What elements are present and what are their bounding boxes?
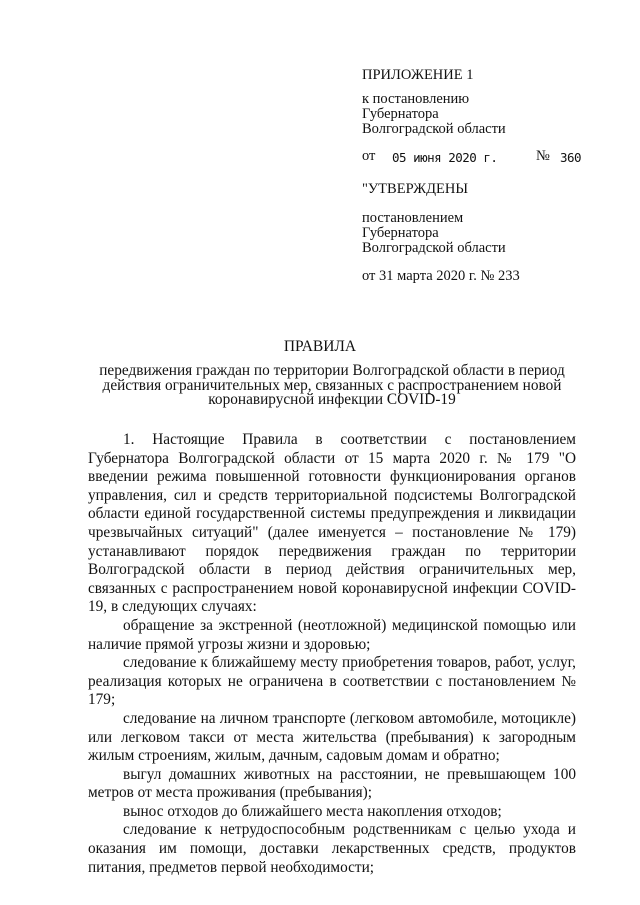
appendix-date-row xyxy=(362,149,612,165)
document-subtitle xyxy=(80,364,584,408)
document-heading: ПРАВИЛА xyxy=(283,338,357,355)
subtitle-line: коронавирусной инфекции COVID-19 xyxy=(208,391,456,408)
list-item: следование к нетрудоспособным родственникам с целью ухода и оказания им помощи, доставки лекарственных средств, продуктов питания, предметов первой необходимости; xyxy=(88,821,576,876)
approved-date-line: от 31 марта 2020 г. № 233 xyxy=(362,268,520,284)
document-body xyxy=(88,431,576,877)
subtitle-line: действия ограничительных мер, связанных с распространением новой xyxy=(102,376,562,394)
list-item: вынос отходов до ближайшего места накопления отходов; xyxy=(123,802,502,820)
number-prefix: № xyxy=(536,148,550,164)
number-value: 360 xyxy=(560,150,582,165)
approved-by-line: постановлением xyxy=(362,210,464,226)
appendix-to-line: Волгоградской области xyxy=(362,121,506,137)
approved-by-line: Волгоградской области xyxy=(362,240,506,256)
paragraph: 1. Настоящие Правила в соответствии с постановлением Губернатора Волгоградской области от 15 марта 2020 г. № 179 "О введении режима повышенной готовности функционирования органов управления, сил и средств территориальной подсистемы Волгоградской области единой государственной системы предупреждения и ликвидации чрезвычайных ситуаций" (далее именуется – постановление № 179) устанавливают порядок передвижения граждан по территории Волгоградской области в период действия ограничительных мер, связанных с распространением новой коронавирусной инфекции COVID-19, в следующих случаях: xyxy=(88,431,576,616)
approved-title: "УТВЕРЖДЕНЫ xyxy=(362,181,468,197)
list-item: следование на личном транспорте (легковом автомобиле, мотоцикле) или легковом такси от места жительства (пребывания) к загородным жилым строениям, жилым, дачным, садовым домам и обратно; xyxy=(88,709,576,765)
appendix-block xyxy=(362,68,612,165)
list-item: выгул домашних животных на расстоянии, не превышающем 100 метров от места проживания (пребывания); xyxy=(88,765,576,802)
date-prefix: от xyxy=(362,148,376,164)
subtitle-line: передвижения граждан по территории Волгоградской области в период xyxy=(99,362,565,379)
approved-by-line: Губернатора xyxy=(362,225,439,241)
list-item: следование к ближайшему месту приобретения товаров, работ, услуг, реализация которых не ограничена в соответствии с постановлением № 179; xyxy=(88,654,576,709)
date-value: 05 июня 2020 г. xyxy=(392,150,498,165)
approved-block xyxy=(362,182,612,284)
list-item: обращение за экстренной (неотложной) медицинской помощью или наличие прямой угрозы жизни и здоровью; xyxy=(88,616,576,653)
appendix-to-line: к постановлению xyxy=(362,91,470,107)
appendix-to-line: Губернатора xyxy=(362,106,439,122)
appendix-title: ПРИЛОЖЕНИЕ 1 xyxy=(362,67,474,83)
